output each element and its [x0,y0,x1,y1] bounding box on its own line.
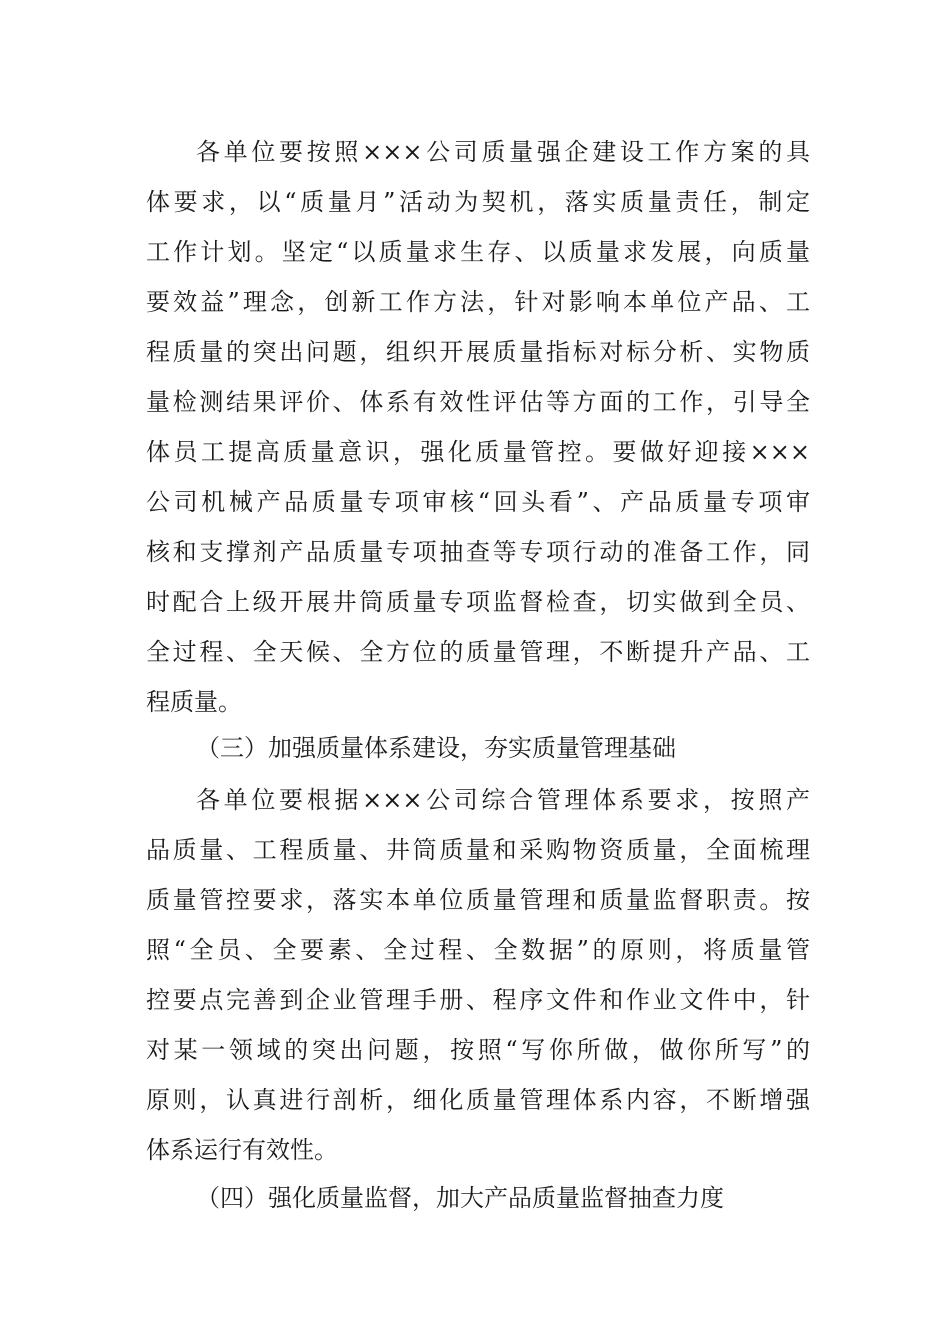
paragraph-1-line-5: 程质量的突出问题，组织开展质量指标对标分析、实物质 [146,338,810,366]
paragraph-1-line-6: 量检测结果评价、体系有效性评估等方面的工作，引导全 [146,388,810,416]
paragraph-1-line-10: 时配合上级开展井筒质量专项监督检查，切实做到全员、 [146,588,810,616]
paragraph-2-line-4: 照“全员、全要素、全过程、全数据”的原则，将质量管 [146,936,810,964]
paragraph-1-line-3: 工作计划。坚定“以质量求生存、以质量求发展，向质量 [146,238,810,266]
paragraph-1-line-7: 体员工提高质量意识，强化质量管控。要做好迎接××× [146,438,810,466]
paragraph-1-line-9: 核和支撑剂产品质量专项抽查等专项行动的准备工作，同 [146,538,810,566]
paragraph-2-line-6: 对某一领域的突出问题，按照“写你所做，做你所写”的 [146,1036,810,1064]
section-heading-4: （四）强化质量监督，加大产品质量监督抽查力度 [196,1184,724,1212]
paragraph-2-line-1: 各单位要根据×××公司综合管理体系要求，按照产 [196,786,810,814]
paragraph-1-line-8: 公司机械产品质量专项审核“回头看”、产品质量专项审 [146,488,810,516]
paragraph-2-line-2: 品质量、工程质量、井筒质量和采购物资质量，全面梳理 [146,836,810,864]
paragraph-1-line-1: 各单位要按照×××公司质量强企建设工作方案的具 [196,138,810,166]
paragraph-2-line-8: 体系运行有效性。 [146,1136,338,1164]
paragraph-2-line-5: 控要点完善到企业管理手册、程序文件和作业文件中，针 [146,986,810,1014]
paragraph-1-line-2: 体要求，以“质量月”活动为契机，落实质量责任，制定 [146,188,810,216]
paragraph-1-line-4: 要效益”理念，创新工作方法，针对影响本单位产品、工 [146,288,810,316]
paragraph-2-line-3: 质量管控要求，落实本单位质量管理和质量监督职责。按 [146,886,810,914]
paragraph-2-line-7: 原则，认真进行剖析，细化质量管理体系内容，不断增强 [146,1086,810,1114]
section-heading-3: （三）加强质量体系建设，夯实质量管理基础 [196,734,676,762]
paragraph-1-line-12: 程质量。 [146,688,242,716]
paragraph-1-line-11: 全过程、全天候、全方位的质量管理，不断提升产品、工 [146,638,810,666]
